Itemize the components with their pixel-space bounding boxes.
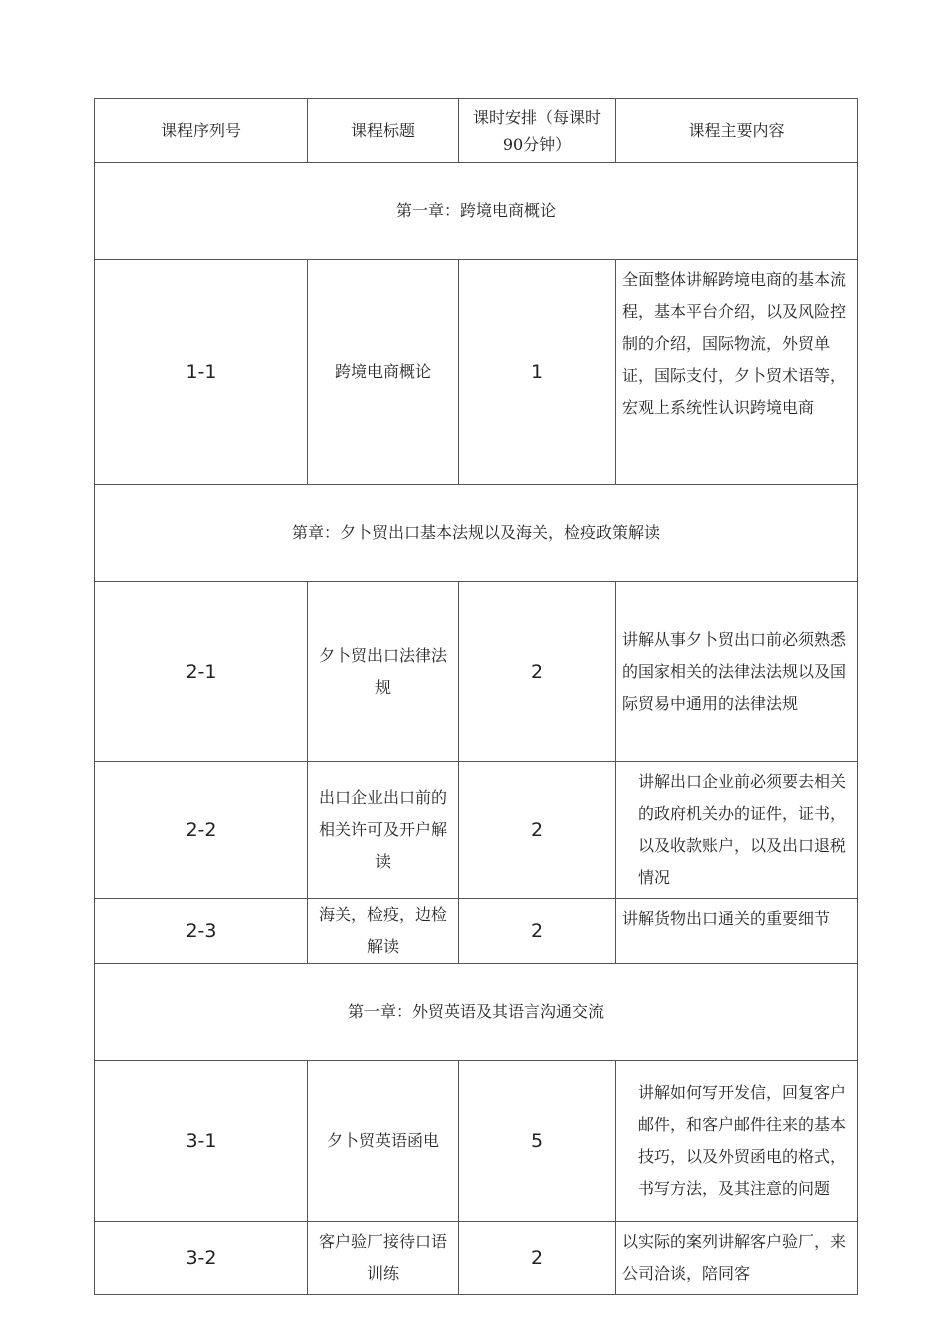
table-row — [95, 260, 858, 485]
course-title: 海关，检疫，边检解读 — [308, 899, 459, 964]
header-seq: 课程序列号 — [95, 99, 308, 163]
header-hours: 课时安排（每课时90分钟） — [459, 99, 616, 163]
course-content: 以实际的案列讲解客户验厂，来公司洽谈，陪同客 — [616, 1222, 858, 1295]
table-row — [95, 1061, 858, 1222]
course-hours: 1 — [459, 260, 616, 485]
table-row — [95, 762, 858, 899]
course-content: 讲解出口企业前必须要去相关的政府机关办的证件，证书，以及收款账户，以及出口退税情况 — [616, 762, 858, 899]
course-hours: 5 — [459, 1061, 616, 1222]
course-title: 客户验厂接待口语训练 — [308, 1222, 459, 1295]
chapter-row — [95, 964, 858, 1061]
table-row — [95, 1222, 858, 1295]
course-title: 夕卜贸英语函电 — [308, 1061, 459, 1222]
course-seq: 2-1 — [95, 582, 308, 762]
header-content: 课程主要内容 — [616, 99, 858, 163]
course-hours: 2 — [459, 899, 616, 964]
course-title: 出口企业出口前的相关许可及开户解读 — [308, 762, 459, 899]
chapter-row — [95, 163, 858, 260]
course-seq: 3-2 — [95, 1222, 308, 1295]
course-title: 夕卜贸出口法律法规 — [308, 582, 459, 762]
course-seq: 2-2 — [95, 762, 308, 899]
course-content: 讲解货物出口通关的重要细节 — [616, 899, 858, 964]
table-header-row — [95, 99, 858, 163]
course-seq: 3-1 — [95, 1061, 308, 1222]
course-hours: 2 — [459, 762, 616, 899]
course-title: 跨境电商概论 — [308, 260, 459, 485]
course-content: 讲解如何写开发信，回复客户邮件，和客户邮件往来的基本技巧，以及外贸函电的格式，书写方法，及其注意的问题 — [616, 1061, 858, 1222]
course-content: 全面整体讲解跨境电商的基本流程，基本平台介绍，以及风险控制的介绍，国际物流，外贸单证，国际支付，夕卜贸术语等，宏观上系统性认识跨境电商 — [616, 260, 858, 485]
table-row — [95, 582, 858, 762]
header-title: 课程标题 — [308, 99, 459, 163]
table-row — [95, 899, 858, 964]
chapter-row — [95, 485, 858, 582]
chapter-title: 第章：夕卜贸出口基本法规以及海关，检疫政策解读 — [95, 485, 858, 582]
course-hours: 2 — [459, 1222, 616, 1295]
course-seq: 1-1 — [95, 260, 308, 485]
course-hours: 2 — [459, 582, 616, 762]
course-schedule-table — [94, 98, 858, 1295]
course-seq: 2-3 — [95, 899, 308, 964]
chapter-title: 第一章：外贸英语及其语言沟通交流 — [95, 964, 858, 1061]
course-content: 讲解从事夕卜贸出口前必须熟悉的国家相关的法律法法规以及国际贸易中通用的法律法规 — [616, 582, 858, 762]
chapter-title: 第一章：跨境电商概论 — [95, 163, 858, 260]
